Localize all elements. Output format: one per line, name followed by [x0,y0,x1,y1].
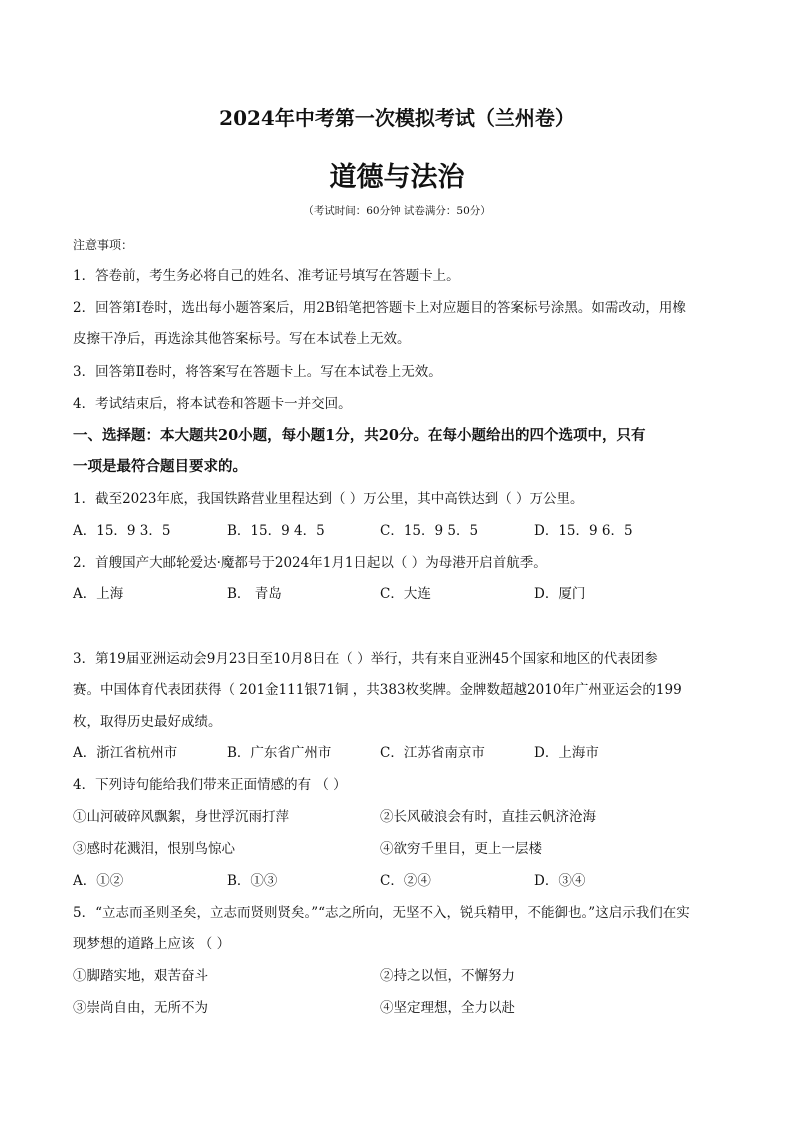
option-c: C．江苏省南京市 [380,745,485,761]
question-stem: 4．下列诗句能给我们带来正面情感的有 （ ） [73,777,347,793]
statement: ④欲穷千里目，更上一层楼 [380,841,542,857]
question-stem: 赛。中国体育代表团获得（ 201金111银71铜 ，共383枚奖牌。金牌数超越2010年广州亚运会的199 [73,682,682,698]
option-c: C．②④ [380,873,431,889]
option-b: B．15．9 4．5 [227,523,325,539]
option-b: B．①③ [227,873,278,889]
section-heading: 一、选择题：本大题共20小题，每小题1分，共20分。在每小题给出的四个选项中，只有 [73,427,646,444]
question-stem: 1．截至2023年底，我国铁路营业里程达到（ ）万公里，其中高铁达到（ ）万公里。 [73,491,584,507]
notes-label: 注意事项： [73,238,134,252]
question-stem: 5．“立志而圣则圣矣，立志而贤则贤矣。”“志之所向，无坚不入，锐兵精甲，不能御也。”这启示我们在实 [73,905,690,921]
option-d: D．厦门 [534,586,586,602]
statement-row [73,998,734,1018]
statement-row [73,839,734,859]
option-c: C．大连 [380,586,431,602]
note-item: 4．考试结束后，将本试卷和答题卡一并交回。 [73,396,352,412]
option-d: D．15．9 6．5 [534,523,633,539]
question-options [73,521,734,541]
exam-meta: （考试时间：60分钟 试卷满分：50分） [303,205,491,217]
note-item: 3．回答第Ⅱ卷时，将答案写在答题卡上。写在本试卷上无效。 [73,364,442,380]
option-a: A．浙江省杭州市 [73,745,178,761]
statement: ②长风破浪会有时，直挂云帆济沧海 [380,809,596,825]
option-a: A．上海 [73,586,124,602]
option-a: A．①② [73,873,124,889]
statement: ①山河破碎风飘絮，身世浮沉雨打萍 [73,809,289,825]
statement-row [73,807,734,827]
option-d: D．③④ [534,873,586,889]
statement: ①脚踏实地，艰苦奋斗 [73,968,208,984]
note-item: 皮擦干净后，再选涂其他答案标号。写在本试卷上无效。 [73,331,411,347]
note-item: 2．回答第Ⅰ卷时，选出每小题答案后，用2B铅笔把答题卡上对应题目的答案标号涂黑。如需改动，用橡 [73,300,686,316]
option-c: C．15．9 5．5 [380,523,479,539]
question-options [73,584,734,604]
statement: ③感时花溅泪，恨别鸟惊心 [73,841,235,857]
question-stem: 现梦想的道路上应该 （ ） [73,936,231,952]
statement-row [73,966,734,986]
statement: ③崇尚自由，无所不为 [73,1000,208,1016]
question-options [73,743,734,763]
statement: ②持之以恒，不懈努力 [380,968,515,984]
question-stem: 3．第19届亚洲运动会9月23日至10月8日在（ ）举行，共有来自亚洲45个国家和地区的代表团参 [73,651,658,667]
question-stem: 枚，取得历史最好成绩。 [73,714,222,730]
statement: ④坚定理想，全力以赴 [380,1000,515,1016]
exam-title: 2024年中考第一次模拟考试（兰州卷） [219,106,575,130]
option-b: B． 青岛 [227,586,282,602]
subject-title: 道德与法治 [329,162,465,193]
option-d: D．上海市 [534,745,599,761]
option-a: A．15．9 3．5 [73,523,171,539]
question-options [73,871,734,891]
section-heading: 一项是最符合题目要求的。 [73,458,247,475]
note-item: 1．答卷前，考生务必将自己的姓名、准考证号填写在答题卡上。 [73,268,460,284]
option-b: B．广东省广州市 [227,745,332,761]
question-stem: 2．首艘国产大邮轮爱达·魔都号于2024年1月1日起以（ ）为母港开启首航季。 [73,555,547,571]
